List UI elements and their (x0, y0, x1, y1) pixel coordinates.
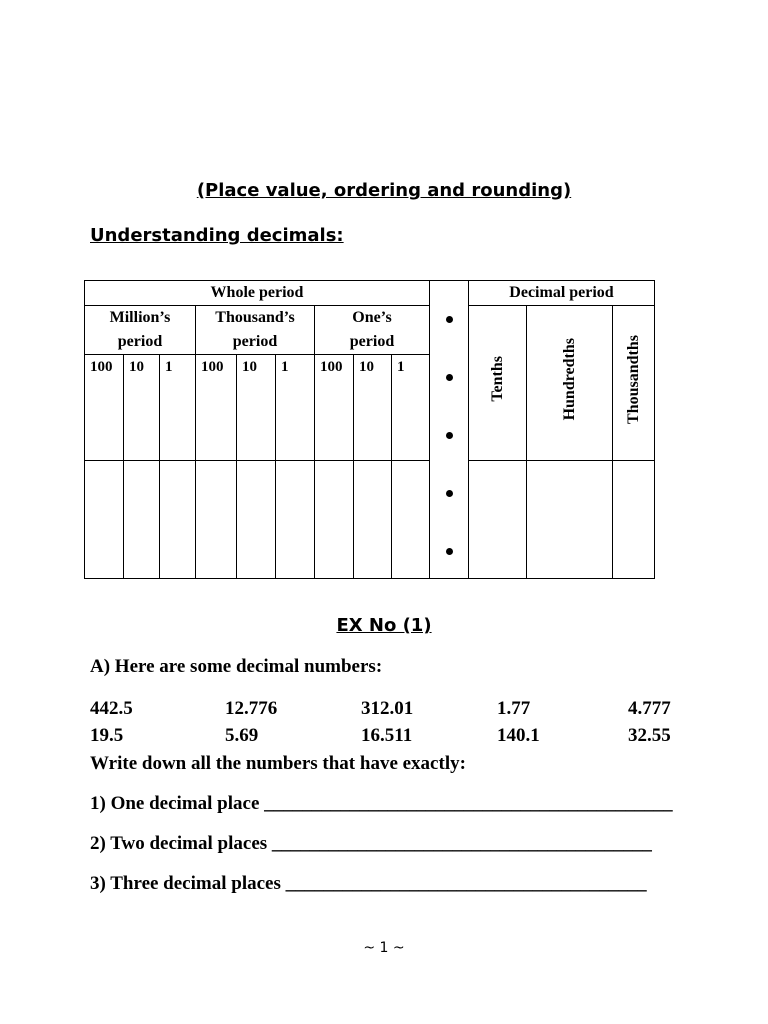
exercise-instruction: Write down all the numbers that have exactly: (90, 753, 466, 774)
place-value-table (84, 280, 655, 579)
empty-cell (354, 461, 392, 579)
decimal-dot (446, 548, 453, 555)
ones-line1: One’s (352, 309, 392, 326)
ones-period-header (315, 306, 430, 355)
number-value: 1.77 (497, 698, 531, 719)
tenths-label: Tenths (488, 356, 506, 402)
section-heading: Understanding decimals: (90, 225, 344, 246)
whole-period-header: Whole period (85, 281, 430, 306)
number-value: 4.777 (628, 698, 671, 719)
number-value: 16.511 (361, 725, 413, 746)
place-value-cell: 10 (354, 355, 392, 461)
empty-cell (124, 461, 160, 579)
place-value-cell: 1 (160, 355, 196, 461)
empty-cell (392, 461, 430, 579)
empty-cell (315, 461, 354, 579)
question-1: 1) One decimal place ___________________________________________ (90, 793, 673, 814)
place-value-cell: 1 (392, 355, 430, 461)
millions-period-header (85, 306, 196, 355)
question-2: 2) Two decimal places ________________________________________ (90, 833, 652, 854)
thousands-period-header (196, 306, 315, 355)
millions-line2: period (117, 333, 163, 350)
number-value: 140.1 (497, 725, 540, 746)
decimal-dot (446, 316, 453, 323)
decimal-point-column (430, 281, 469, 579)
number-value: 32.55 (628, 725, 671, 746)
number-value: 12.776 (225, 698, 278, 719)
place-value-cell: 100 (315, 355, 354, 461)
empty-cell (527, 461, 613, 579)
empty-cell (85, 461, 124, 579)
place-value-cell: 10 (124, 355, 160, 461)
empty-cell (160, 461, 196, 579)
empty-cell (196, 461, 237, 579)
empty-cell (276, 461, 315, 579)
thousandths-label: Thousandths (624, 334, 642, 424)
decimal-dot (446, 374, 453, 381)
number-value: 312.01 (361, 698, 414, 719)
question-3: 3) Three decimal places ______________________________________ (90, 873, 647, 894)
millions-line1: Million’s (109, 309, 171, 326)
thousandths-header (613, 306, 655, 461)
empty-cell (237, 461, 276, 579)
thousands-line2: period (232, 333, 278, 350)
hundredths-label: Hundredths (560, 337, 578, 421)
number-value: 19.5 (90, 725, 124, 746)
number-value: 442.5 (90, 698, 133, 719)
decimal-dot (446, 432, 453, 439)
number-value: 5.69 (225, 725, 259, 746)
place-value-cell: 100 (85, 355, 124, 461)
place-value-cell: 100 (196, 355, 237, 461)
page-title: (Place value, ordering and rounding) (196, 180, 572, 201)
decimal-period-header: Decimal period (469, 281, 655, 306)
tenths-header (469, 306, 527, 461)
decimal-dot (446, 490, 453, 497)
place-value-cell: 10 (237, 355, 276, 461)
exercise-title: EX No (1) (336, 615, 432, 636)
ones-line2: period (349, 333, 395, 350)
exercise-intro: A) Here are some decimal numbers: (90, 656, 383, 677)
hundredths-header (527, 306, 613, 461)
page-number: ~ 1 ~ (363, 940, 405, 956)
empty-cell (469, 461, 527, 579)
place-value-cell: 1 (276, 355, 315, 461)
empty-cell (613, 461, 655, 579)
thousands-line1: Thousand’s (215, 309, 295, 326)
